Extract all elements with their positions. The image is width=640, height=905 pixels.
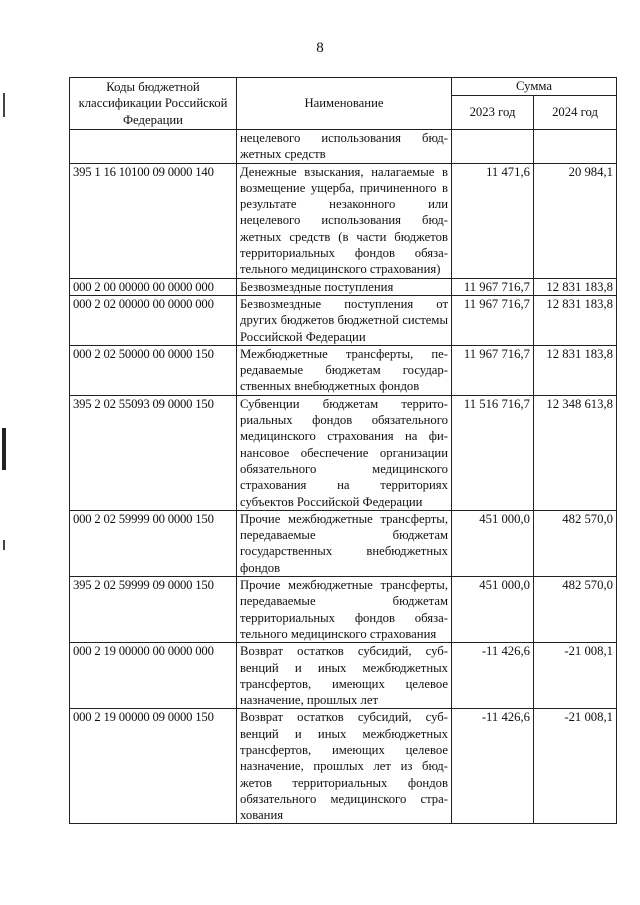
page-number: 8 (316, 40, 324, 56)
row-value-2023: 451 000,0 (452, 510, 534, 576)
row-code: 000 2 19 00000 09 0000 150 (70, 709, 237, 824)
row-name: нецелевого использования бюджетных средств (237, 130, 452, 164)
row-name: Прочие межбюджетные трансферты, передаваемые бюджетам территориальных фондов обязательного медицинского страхования (237, 577, 452, 643)
row-name: Денежные взыскания, налагаемые в возмещение ущерба, причиненного в результате незаконного или нецелевого использования бюджетных средств (в части бюджетов территориальных фондов обязательного медицинского страхования) (237, 163, 452, 278)
row-value-2023: -11 426,6 (452, 709, 534, 824)
row-value-2023: 11 516 716,7 (452, 395, 534, 510)
row-value-2024: -21 008,1 (534, 709, 617, 824)
table-row (70, 709, 617, 824)
row-value-2023 (452, 130, 534, 164)
table-row (70, 643, 617, 709)
row-code: 000 2 19 00000 00 0000 000 (70, 643, 237, 709)
row-value-2024: 12 831 183,8 (534, 345, 617, 395)
row-value-2024: -21 008,1 (534, 643, 617, 709)
row-name: Возврат остатков субсидий, субвенций и иных межбюджетных трансфертов, имеющих целевое назначение, прошлых лет (237, 643, 452, 709)
table-row (70, 130, 617, 164)
row-value-2024: 12 831 183,8 (534, 295, 617, 345)
table-row (70, 278, 617, 295)
row-code: 395 2 02 59999 09 0000 150 (70, 577, 237, 643)
row-value-2023: 11 967 716,7 (452, 295, 534, 345)
row-value-2023: 11 967 716,7 (452, 278, 534, 295)
row-value-2024: 12 348 613,8 (534, 395, 617, 510)
row-value-2023: 451 000,0 (452, 577, 534, 643)
row-value-2023: 11 471,6 (452, 163, 534, 278)
table-row (70, 163, 617, 278)
row-name: Межбюджетные трансферты, передаваемые бюджетам государственных внебюджетных фондов (237, 345, 452, 395)
row-value-2024: 12 831 183,8 (534, 278, 617, 295)
row-value-2024: 20 984,1 (534, 163, 617, 278)
table-row (70, 345, 617, 395)
scan-margin-mark (2, 428, 6, 470)
row-name: Субвенции бюджетам территориальных фондов обязательного медицинского страхования на финансовое обеспечение организации обязательного медицинского страхования на территориях субъектов Российской Федерации (237, 395, 452, 510)
row-value-2024: 482 570,0 (534, 577, 617, 643)
table-row (70, 510, 617, 576)
scan-margin-mark (3, 93, 5, 117)
row-value-2023: 11 967 716,7 (452, 345, 534, 395)
scan-margin-mark (3, 540, 5, 550)
table-row (70, 577, 617, 643)
header-year-2023: 2023 год (452, 96, 534, 130)
row-code: 395 1 16 10100 09 0000 140 (70, 163, 237, 278)
row-value-2024: 482 570,0 (534, 510, 617, 576)
row-code: 000 2 02 59999 00 0000 150 (70, 510, 237, 576)
row-name: Возврат остатков субсидий, субвенций и иных межбюджетных трансфертов, имеющих целевое назначение, прошлых лет из бюджетов территориальных фондов обязательного медицинского страхования (237, 709, 452, 824)
table-row (70, 395, 617, 510)
row-code: 000 2 02 00000 00 0000 000 (70, 295, 237, 345)
header-name: Наименование (237, 78, 452, 130)
row-code (70, 130, 237, 164)
row-code: 000 2 02 50000 00 0000 150 (70, 345, 237, 395)
row-value-2023: -11 426,6 (452, 643, 534, 709)
header-codes: Коды бюджетной классификации Российской Федерации (70, 78, 237, 130)
row-code: 000 2 00 00000 00 0000 000 (70, 278, 237, 295)
budget-table (69, 77, 617, 824)
header-sum: Сумма (452, 78, 617, 96)
table-row (70, 295, 617, 345)
row-value-2024 (534, 130, 617, 164)
row-code: 395 2 02 55093 09 0000 150 (70, 395, 237, 510)
header-year-2024: 2024 год (534, 96, 617, 130)
row-name: Безвозмездные поступления от других бюджетов бюджетной системы Российской Федерации (237, 295, 452, 345)
row-name: Прочие межбюджетные трансферты, передаваемые бюджетам государственных внебюджетных фондов (237, 510, 452, 576)
row-name: Безвозмездные поступления (237, 278, 452, 295)
